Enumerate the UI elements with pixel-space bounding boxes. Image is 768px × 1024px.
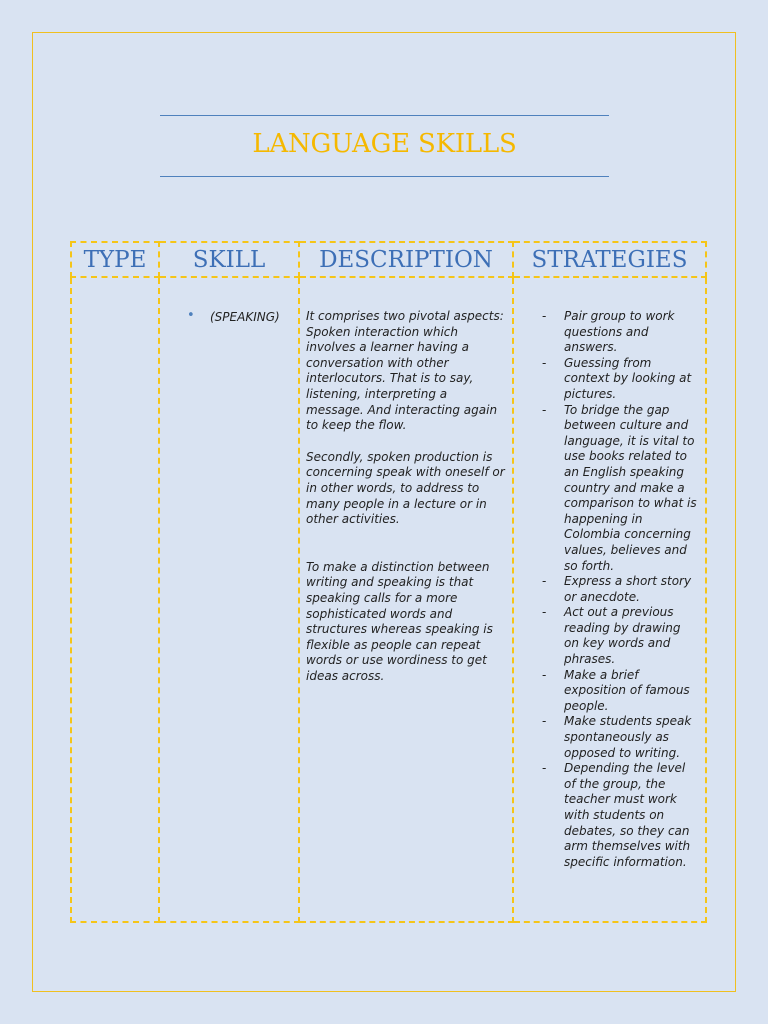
list-item	[536, 668, 699, 715]
header-type: TYPE	[71, 242, 159, 277]
list-item	[536, 574, 699, 605]
strategy-text: To bridge the gap between culture and language, it is vital to use books related to an English speaking country and make a comparison to what is happening in Colombia concerning values, believes and so forth.	[564, 402, 697, 573]
description-paragraph: Secondly, spoken production is concerning speak with oneself or in other words, to address to many people in a lecture or in other activities.	[306, 449, 505, 527]
dash-marker-icon: -	[542, 309, 547, 323]
list-item	[536, 605, 699, 667]
title-top-rule	[160, 115, 609, 116]
strategy-text: Express a short story or anecdote.	[564, 574, 692, 604]
document-title: LANGUAGE SKILLS	[252, 129, 517, 159]
header-strategies: STRATEGIES	[513, 242, 706, 277]
strategy-text: Depending the level of the group, the teacher must work with students on debates, so they can arm themselves with specific information.	[564, 761, 691, 869]
strategies-cell	[513, 277, 706, 922]
dash-marker-icon: -	[542, 355, 547, 370]
list-item	[536, 761, 699, 870]
dash-marker-icon: -	[542, 402, 547, 417]
dash-marker-icon: -	[542, 714, 547, 729]
bullet-icon: •	[187, 308, 195, 323]
list-item	[536, 403, 699, 575]
language-skills-table	[70, 241, 707, 923]
list-item	[536, 714, 699, 761]
dash-marker-icon: -	[542, 761, 547, 776]
strategies-list	[536, 309, 699, 870]
dash-marker-icon: -	[542, 605, 547, 620]
strategy-text: Make students speak spontaneously as opposed to writing.	[564, 714, 692, 760]
strategy-text: Act out a previous reading by drawing on key words and phrases.	[564, 605, 681, 667]
list-item	[536, 356, 699, 403]
title-bottom-rule	[160, 176, 609, 177]
strategy-text: Guessing from context by looking at pictures.	[564, 355, 692, 401]
type-cell	[71, 277, 159, 922]
description-cell	[299, 277, 513, 922]
description-paragraph: To make a distinction between writing and speaking is that speaking calls for a more sophisticated words and structures whereas speaking is flexible as people can repeat words or use wordiness to get ideas across.	[306, 559, 493, 683]
header-skill: SKILL	[159, 242, 299, 277]
table-row	[71, 277, 706, 922]
strategy-text: Make a brief exposition of famous people.	[564, 667, 690, 713]
dash-marker-icon: -	[542, 574, 547, 589]
description-paragraph: It comprises two pivotal aspects: Spoken interaction which involves a learner having a conversation with other interlocutors. That is to say, listening, interpreting a message. And interacting again to keep the flow.	[306, 309, 504, 433]
skill-cell	[159, 277, 299, 922]
strategy-text: Pair group to work questions and answers.	[564, 309, 675, 355]
dash-marker-icon: -	[542, 667, 547, 682]
list-item	[536, 309, 699, 356]
header-description: DESCRIPTION	[299, 242, 513, 277]
skill-name: (SPEAKING)	[210, 310, 280, 324]
table-header-row	[71, 242, 706, 277]
